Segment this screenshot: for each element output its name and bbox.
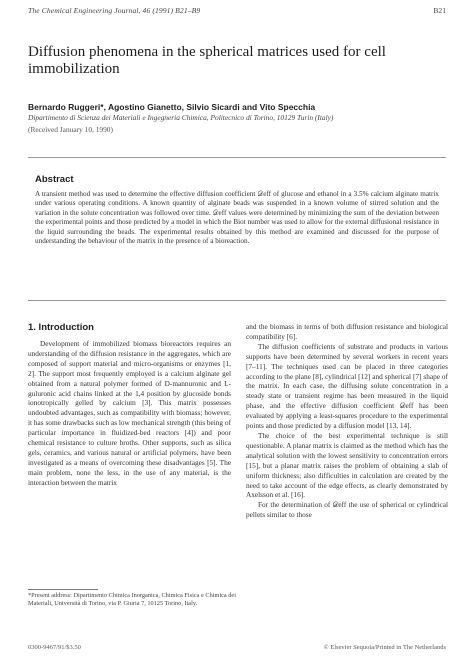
right-column <box>246 322 448 520</box>
abstract-bottom-rule <box>28 300 446 301</box>
issn-price: 0300-9467/91/$3.50 <box>28 644 81 651</box>
paragraph: The choice of the best experimental technique is still questionable. A planar matrix is claimed as the method which has the analytical solution with the lowest sensitivity to concentration errors [15], but a planar matrix raises the problem of obtaining a slab of uniform thickness; also difficulties in calculation are created by the need to take account of the edge effects, as clearly demonstrated by Axelsson et al. [16]. <box>246 430 448 500</box>
paragraph: For the determination of 𝒟eff the use of spherical or cylindrical pellets similar to those <box>246 500 448 520</box>
paragraph: The diffusion coefficients of substrate and products in various supports have been determined by several workers in recent years [7–11]. The techniques used can be placed in three categories according to the plane [8], cylindrical [12] and spherical [7] shape of the matrix. In each case, the diffusing solute concentration in a steady state or transient regime has been measured in the liquid phase, and the effective diffusion coefficient 𝒟eff has been evaluated by applying a least-squares procedure to the experimental points and those predicted by a diffusion model [13, 14]. <box>246 341 448 431</box>
page-number: B21 <box>433 6 446 15</box>
paragraph: Development of immobilized biomass bioreactors requires an understanding of the diffusion resistance in the aggregates, which are composed of support material and micro-organisms or enzymes [1, 2]. The support most frequently employed is a calcium alginate gel obtained from a natural polymer formed of D-mannuronic and L-guluronic acid chains linked at the 1,4 position by glucoside bonds ionotropically gelled by calcium [3]. This matrix possesses undoubted advantages, such as compatibility with biomass; however, it has some drawbacks such as low mechanical strength (this being of particular importance in fluidized-bed reactors [4]) and poor chemical resistance to culture broths. Other supports, such as silica gels, ceramics, and various natural or artificial polymers, have been investigated as a means of overcoming these disadvantages [5]. The main problem, none the less, in the use of any material, is the interaction between the matrix <box>28 339 231 487</box>
footnote: *Present address: Dipartimento Chimica Inorganica, Chimica Fisica e Chimica dei Materiali, Università di Torino, via P. Giuria 7, 10125 Torino, Italy. <box>28 592 236 608</box>
received-date: (Received January 10, 1990) <box>28 125 113 134</box>
abstract-text: A transient method was used to determine the effective diffusion coefficient 𝒟eff of glucose and ethanol in a 3.5% calcium alginate matrix under various operating conditions. A known quantity of alginate beads was suspended in a known volume of stirred solution and the variation in the solute concentration was followed over time. 𝒟eff values were determined by minimizing the sum of the deviation between the experimental points and those predicted by a model in which the Biot number was used to allow for the external diffusional resistance in the liquid surrounding the beads. The experimental results obtained by this method are examined and discussed for the purpose of understanding the behaviour of the matrix in the presence of a bioreaction. <box>35 190 439 246</box>
abstract-heading: Abstract <box>35 174 74 185</box>
author-list: Bernardo Ruggeri*, Agostino Gianetto, Silvio Sicardi and Vito Specchia <box>28 102 316 112</box>
publisher-line: © Elsevier Sequoia/Printed in The Netherlands <box>323 644 446 651</box>
journal-header: The Chemical Engineering Journal, 46 (1991) B21–B9 <box>28 6 201 15</box>
abstract-top-rule <box>28 157 446 158</box>
section-heading-introduction: 1. Introduction <box>28 322 94 333</box>
paper-title: Diffusion phenomena in the spherical matrices used for cell immobilization <box>28 44 386 77</box>
affiliation: Dipartimento di Scienza dei Materiali e Ingegneria Chimica, Politecnico di Torino, 10129 Turin (Italy) <box>28 113 334 122</box>
footnote-rule <box>28 589 98 590</box>
left-column <box>28 339 231 488</box>
paragraph: and the biomass in terms of both diffusion resistance and biological compatibility [6]. <box>246 322 448 341</box>
